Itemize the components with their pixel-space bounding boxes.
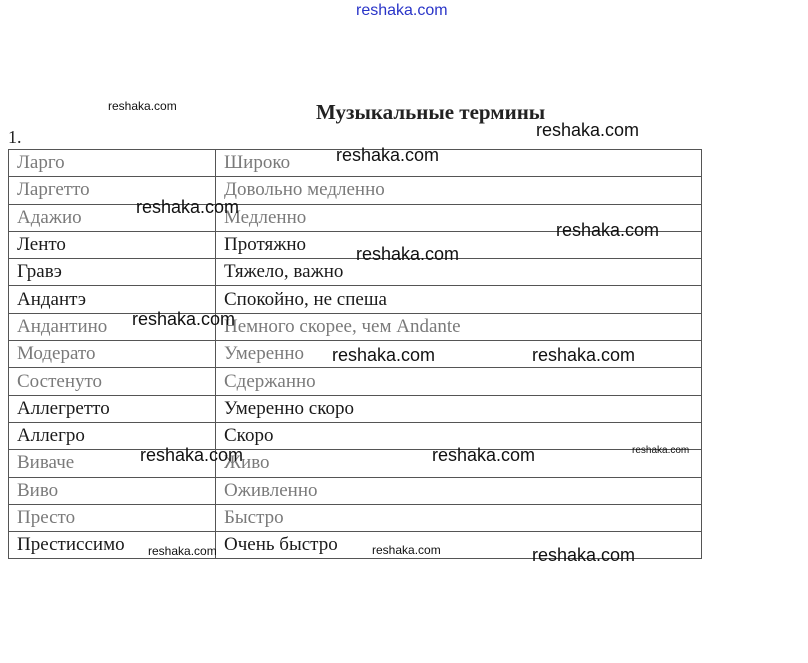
watermark: reshaka.com	[132, 309, 236, 329]
watermark: reshaka.com	[136, 197, 240, 217]
item-number: 1.	[8, 127, 22, 147]
watermark: reshaka.com	[108, 99, 177, 113]
watermark: reshaka.com	[536, 120, 640, 140]
meaning-cell: Широко	[216, 150, 702, 177]
watermark: reshaka.com	[336, 145, 440, 165]
meaning-cell: Тяжело, важно	[216, 259, 702, 286]
meaning-cell: Немного скорее, чем Andante	[216, 313, 702, 340]
watermark: reshaka.com	[632, 445, 690, 456]
term-cell: Аллегретто	[9, 395, 216, 422]
table-row	[9, 477, 702, 504]
meaning-cell: Оживленно	[216, 477, 702, 504]
watermark: reshaka.com	[432, 445, 536, 465]
term-cell: Состенуто	[9, 368, 216, 395]
meaning-cell: Живо	[216, 450, 702, 477]
term-cell: Модерато	[9, 341, 216, 368]
meaning-cell: Очень быстро	[216, 532, 702, 559]
table-row	[9, 504, 702, 531]
watermark: reshaka.com	[556, 220, 660, 240]
header-site-link[interactable]: reshaka.com	[356, 2, 448, 19]
table-row	[9, 422, 702, 449]
watermark: reshaka.com	[372, 543, 441, 557]
term-cell: Виво	[9, 477, 216, 504]
term-cell: Престо	[9, 504, 216, 531]
page-title: Музыкальные термины	[316, 100, 546, 124]
meaning-cell: Умеренно скоро	[216, 395, 702, 422]
table-row	[9, 368, 702, 395]
meaning-cell: Умеренно	[216, 341, 702, 368]
watermark: reshaka.com	[140, 445, 244, 465]
meaning-cell: Скоро	[216, 422, 702, 449]
term-cell: Адажио	[9, 204, 216, 231]
term-cell: Ларго	[9, 150, 216, 177]
watermark: reshaka.com	[532, 545, 636, 565]
term-cell: Андантино	[9, 313, 216, 340]
watermark: reshaka.com	[148, 544, 217, 558]
table-row	[9, 395, 702, 422]
term-cell: Ларгетто	[9, 177, 216, 204]
table-row	[9, 286, 702, 313]
meaning-cell: Довольно медленно	[216, 177, 702, 204]
meaning-cell: Медленно	[216, 204, 702, 231]
meaning-cell: Спокойно, не спеша	[216, 286, 702, 313]
meaning-cell: Протяжно	[216, 231, 702, 258]
watermark: reshaka.com	[532, 345, 636, 365]
watermark: reshaka.com	[332, 345, 436, 365]
table-row	[9, 259, 702, 286]
term-cell: Гравэ	[9, 259, 216, 286]
meaning-cell: Сдержанно	[216, 368, 702, 395]
term-cell: Андантэ	[9, 286, 216, 313]
table-row	[9, 313, 702, 340]
table-row	[9, 177, 702, 204]
term-cell: Виваче	[9, 450, 216, 477]
meaning-cell: Быстро	[216, 504, 702, 531]
term-cell: Престиссимо	[9, 532, 216, 559]
table-row	[9, 450, 702, 477]
term-cell: Аллегро	[9, 422, 216, 449]
watermark: reshaka.com	[356, 244, 460, 264]
term-cell: Ленто	[9, 231, 216, 258]
